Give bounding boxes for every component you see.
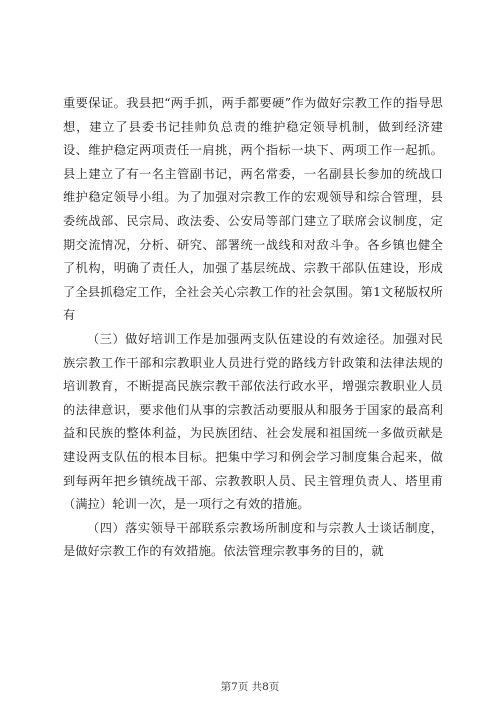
document-body: [63, 92, 443, 564]
paragraph-1: 重要保证。我县把“两手抓，两手都要硬”作为做好宗教工作的指导思想，建立了县委书记挂帅负总责的维护稳定领导机制，做到经济建设、维护稳定两项责任一肩挑，两个指标一块下、两项工作一起抓。县上建立了有一名主管副书记，两名常委，一名副县长参加的统战口维护稳定领导小组。为了加强对宗教工作的宏观领导和综合管理，县委统战部、民宗局、政法委、公安局等部门建立了联席会议制度，定期交流情况，分析、研究、部署统一战线和对敌斗争。各乡镇也健全了机构，明确了责任人，加强了基层统战、宗教干部队伍建设，形成了全县抓稳定工作，全社会关心宗教工作的社会氛围。第1文秘版权所有: [63, 96, 443, 323]
paragraph-3: （四）落实领导干部联系宗教场所制度和与宗教人士谈话制度，是做好宗教工作的有效措施。依法管理宗教事务的目的，就: [63, 520, 443, 559]
page-number-footer: 第7页 共8页: [220, 681, 280, 693]
paragraph-2: （三）做好培训工作是加强两支队伍建设的有效途径。加强对民族宗教工作干部和宗教职业人员进行党的路线方针政策和法律法规的培训教育，不断提高民族宗教干部依法行政水平，增强宗教职业人员的法律意识，要求他们从事的宗教活动要服从和服务于国家的最高利益和民族的整体利益，为民族团结、社会发展和祖国统一多做贡献是建设两支队伍的根本目标。把集中学习和例会学习制度集合起来，做到每两年把乡镇统战干部、宗教教职人员、民主管理负责人、塔里甫（满拉）轮训一次，是一项行之有效的措施。: [63, 331, 443, 512]
